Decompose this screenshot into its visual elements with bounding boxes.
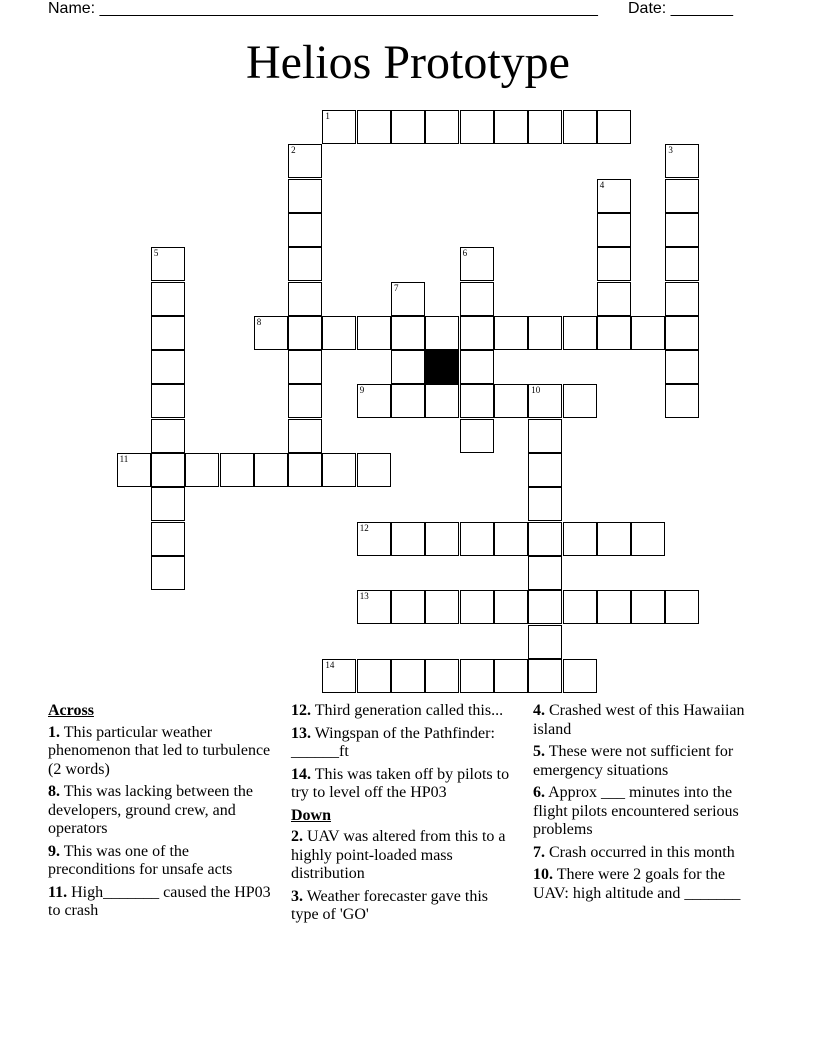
clue-across-8: 8. This was lacking between the developers, ground crew, and operators bbox=[48, 783, 253, 837]
grid-cell[interactable] bbox=[528, 316, 562, 350]
grid-cell[interactable] bbox=[151, 316, 185, 350]
grid-cell[interactable] bbox=[425, 522, 459, 556]
grid-cell[interactable] bbox=[528, 659, 562, 693]
clue-down-6: 6. Approx ___ minutes into the flight pilots encountered serious problems bbox=[533, 784, 739, 838]
grid-cell[interactable] bbox=[460, 282, 494, 316]
grid-cell[interactable] bbox=[151, 282, 185, 316]
grid-cell[interactable] bbox=[288, 179, 322, 213]
grid-cell[interactable] bbox=[254, 316, 288, 350]
black-cell bbox=[425, 350, 459, 384]
grid-cell[interactable] bbox=[597, 316, 631, 350]
grid-cell[interactable] bbox=[528, 419, 562, 453]
grid-cell[interactable] bbox=[357, 590, 391, 624]
name-field[interactable]: Name: ________________________________________________________ bbox=[48, 0, 598, 17]
grid-cell[interactable] bbox=[151, 556, 185, 590]
clue-across-9: 9. This was one of the preconditions for unsafe acts bbox=[48, 842, 233, 878]
grid-cell[interactable] bbox=[391, 282, 425, 316]
grid-cell[interactable] bbox=[391, 350, 425, 384]
grid-cell[interactable] bbox=[528, 384, 562, 418]
grid-cell[interactable] bbox=[597, 213, 631, 247]
clue-number: 13 bbox=[359, 591, 369, 602]
grid-cell[interactable] bbox=[151, 350, 185, 384]
grid-cell[interactable] bbox=[494, 110, 528, 144]
grid-cell[interactable] bbox=[117, 453, 151, 487]
grid-cell[interactable] bbox=[494, 316, 528, 350]
grid-cell[interactable] bbox=[665, 213, 699, 247]
grid-cell[interactable] bbox=[254, 453, 288, 487]
clue-down-10: 10. There were 2 goals for the UAV: high altitude and _______ bbox=[533, 866, 741, 902]
grid-cell[interactable] bbox=[597, 110, 631, 144]
grid-cell[interactable] bbox=[665, 282, 699, 316]
grid-cell[interactable] bbox=[597, 179, 631, 213]
grid-cell[interactable] bbox=[528, 625, 562, 659]
grid-cell[interactable] bbox=[151, 419, 185, 453]
grid-cell[interactable] bbox=[151, 384, 185, 418]
grid-cell[interactable] bbox=[494, 590, 528, 624]
grid-cell[interactable] bbox=[425, 110, 459, 144]
clue-down-7: 7. Crash occurred in this month bbox=[533, 843, 735, 861]
grid-cell[interactable] bbox=[665, 247, 699, 281]
grid-cell[interactable] bbox=[357, 659, 391, 693]
grid-cell[interactable] bbox=[665, 316, 699, 350]
grid-cell[interactable] bbox=[563, 316, 597, 350]
grid-cell[interactable] bbox=[528, 522, 562, 556]
grid-cell[interactable] bbox=[391, 659, 425, 693]
grid-cell[interactable] bbox=[665, 590, 699, 624]
grid-cell[interactable] bbox=[597, 590, 631, 624]
grid-cell[interactable] bbox=[597, 522, 631, 556]
grid-cell[interactable] bbox=[528, 590, 562, 624]
grid-cell[interactable] bbox=[185, 453, 219, 487]
clue-column-2 bbox=[291, 702, 517, 929]
grid-cell[interactable] bbox=[288, 316, 322, 350]
grid-cell[interactable] bbox=[357, 110, 391, 144]
grid-cell[interactable] bbox=[288, 247, 322, 281]
clue-number: 4 bbox=[599, 179, 605, 190]
grid-cell[interactable] bbox=[665, 384, 699, 418]
grid-cell[interactable] bbox=[391, 522, 425, 556]
grid-cell[interactable] bbox=[563, 659, 597, 693]
clue-number: 12 bbox=[359, 522, 369, 533]
grid-cell[interactable] bbox=[460, 384, 494, 418]
clue-number: 9 bbox=[359, 385, 365, 396]
grid-cell[interactable] bbox=[357, 453, 391, 487]
grid-cell[interactable] bbox=[288, 384, 322, 418]
grid-cell[interactable] bbox=[665, 179, 699, 213]
grid-cell[interactable] bbox=[220, 453, 254, 487]
clue-number: 11 bbox=[119, 454, 129, 464]
clue-number: 2 bbox=[291, 145, 296, 156]
clue-across-11: 11. High_______ caused the HP03 to crash bbox=[48, 883, 271, 919]
grid-cell[interactable] bbox=[460, 590, 494, 624]
grid-cell[interactable] bbox=[322, 453, 356, 487]
clue-number: 5 bbox=[153, 248, 159, 259]
clue-down-3: 3. Weather forecaster gave this type of 'GO' bbox=[291, 887, 488, 923]
grid-cell[interactable] bbox=[528, 487, 562, 521]
clue-down-4: 4. Crashed west of this Hawaiian island bbox=[533, 702, 745, 738]
clue-number: 1 bbox=[325, 111, 330, 121]
clue-number: 7 bbox=[394, 282, 399, 293]
grid-cell[interactable] bbox=[563, 110, 597, 144]
clue-across-1: 1. This particular weather phenomenon that led to turbulence (2 words) bbox=[48, 723, 271, 778]
grid-cell[interactable] bbox=[631, 590, 665, 624]
grid-cell[interactable] bbox=[151, 487, 185, 521]
grid-cell[interactable] bbox=[597, 282, 631, 316]
grid-cell[interactable] bbox=[357, 522, 391, 556]
puzzle-title: Helios Prototype bbox=[246, 36, 570, 89]
clue-down-5: 5. These were not sufficient for emergency situations bbox=[533, 743, 734, 779]
grid-cell[interactable] bbox=[425, 590, 459, 624]
grid-cell[interactable] bbox=[631, 522, 665, 556]
grid-cell[interactable] bbox=[563, 522, 597, 556]
grid-cell[interactable] bbox=[151, 453, 185, 487]
grid-cell[interactable] bbox=[460, 316, 494, 350]
grid-cell[interactable] bbox=[391, 316, 425, 350]
clue-down-2: 2. UAV was altered from this to a highly point-loaded mass distribution bbox=[291, 828, 506, 882]
clue-across-13: 13. Wingspan of the Pathfinder: ______ft bbox=[291, 724, 495, 760]
grid-cell[interactable] bbox=[494, 522, 528, 556]
grid-cell[interactable] bbox=[288, 419, 322, 453]
clue-column-3 bbox=[533, 702, 759, 907]
grid-cell[interactable] bbox=[357, 384, 391, 418]
grid-cell[interactable] bbox=[288, 350, 322, 384]
grid-cell[interactable] bbox=[460, 659, 494, 693]
grid-cell[interactable] bbox=[425, 316, 459, 350]
grid-cell[interactable] bbox=[151, 522, 185, 556]
clue-number: 3 bbox=[668, 145, 673, 156]
grid-cell[interactable] bbox=[288, 453, 322, 487]
clue-column-1 bbox=[48, 702, 274, 925]
grid-cell[interactable] bbox=[322, 659, 356, 693]
grid-cell[interactable] bbox=[494, 384, 528, 418]
grid-cell[interactable] bbox=[460, 522, 494, 556]
grid-cell[interactable] bbox=[460, 110, 494, 144]
grid-cell[interactable] bbox=[288, 144, 322, 178]
grid-cell[interactable] bbox=[322, 110, 356, 144]
grid-cell[interactable] bbox=[425, 659, 459, 693]
clue-across-12: 12. Third generation called this... bbox=[291, 702, 504, 719]
grid-cell[interactable] bbox=[391, 110, 425, 144]
grid-cell[interactable] bbox=[288, 282, 322, 316]
grid-cell[interactable] bbox=[528, 110, 562, 144]
grid-cell[interactable] bbox=[151, 247, 185, 281]
date-field[interactable]: Date: _______ bbox=[628, 0, 733, 17]
grid-cell[interactable] bbox=[665, 144, 699, 178]
grid-cell[interactable] bbox=[528, 453, 562, 487]
grid-cell[interactable] bbox=[460, 419, 494, 453]
grid-cell[interactable] bbox=[357, 316, 391, 350]
across-heading: Across bbox=[48, 702, 94, 719]
clue-across-14: 14. This was taken off by pilots to try to level off the HP03 bbox=[291, 765, 510, 801]
grid-cell[interactable] bbox=[665, 350, 699, 384]
clue-number: 10 bbox=[531, 385, 541, 396]
grid-cell[interactable] bbox=[425, 384, 459, 418]
grid-cell[interactable] bbox=[631, 316, 665, 350]
down-heading: Down bbox=[291, 806, 332, 824]
grid-cell[interactable] bbox=[528, 556, 562, 590]
grid-cell[interactable] bbox=[494, 659, 528, 693]
grid-cell[interactable] bbox=[391, 590, 425, 624]
grid-cell[interactable] bbox=[288, 213, 322, 247]
grid-cell[interactable] bbox=[460, 350, 494, 384]
grid-cell[interactable] bbox=[391, 384, 425, 418]
grid-cell[interactable] bbox=[460, 247, 494, 281]
clue-number: 14 bbox=[325, 659, 335, 670]
clue-number: 8 bbox=[256, 316, 262, 327]
grid-cell[interactable] bbox=[563, 590, 597, 624]
grid-cell[interactable] bbox=[322, 316, 356, 350]
grid-cell[interactable] bbox=[597, 247, 631, 281]
grid-cell[interactable] bbox=[563, 384, 597, 418]
clue-number: 6 bbox=[462, 248, 468, 259]
